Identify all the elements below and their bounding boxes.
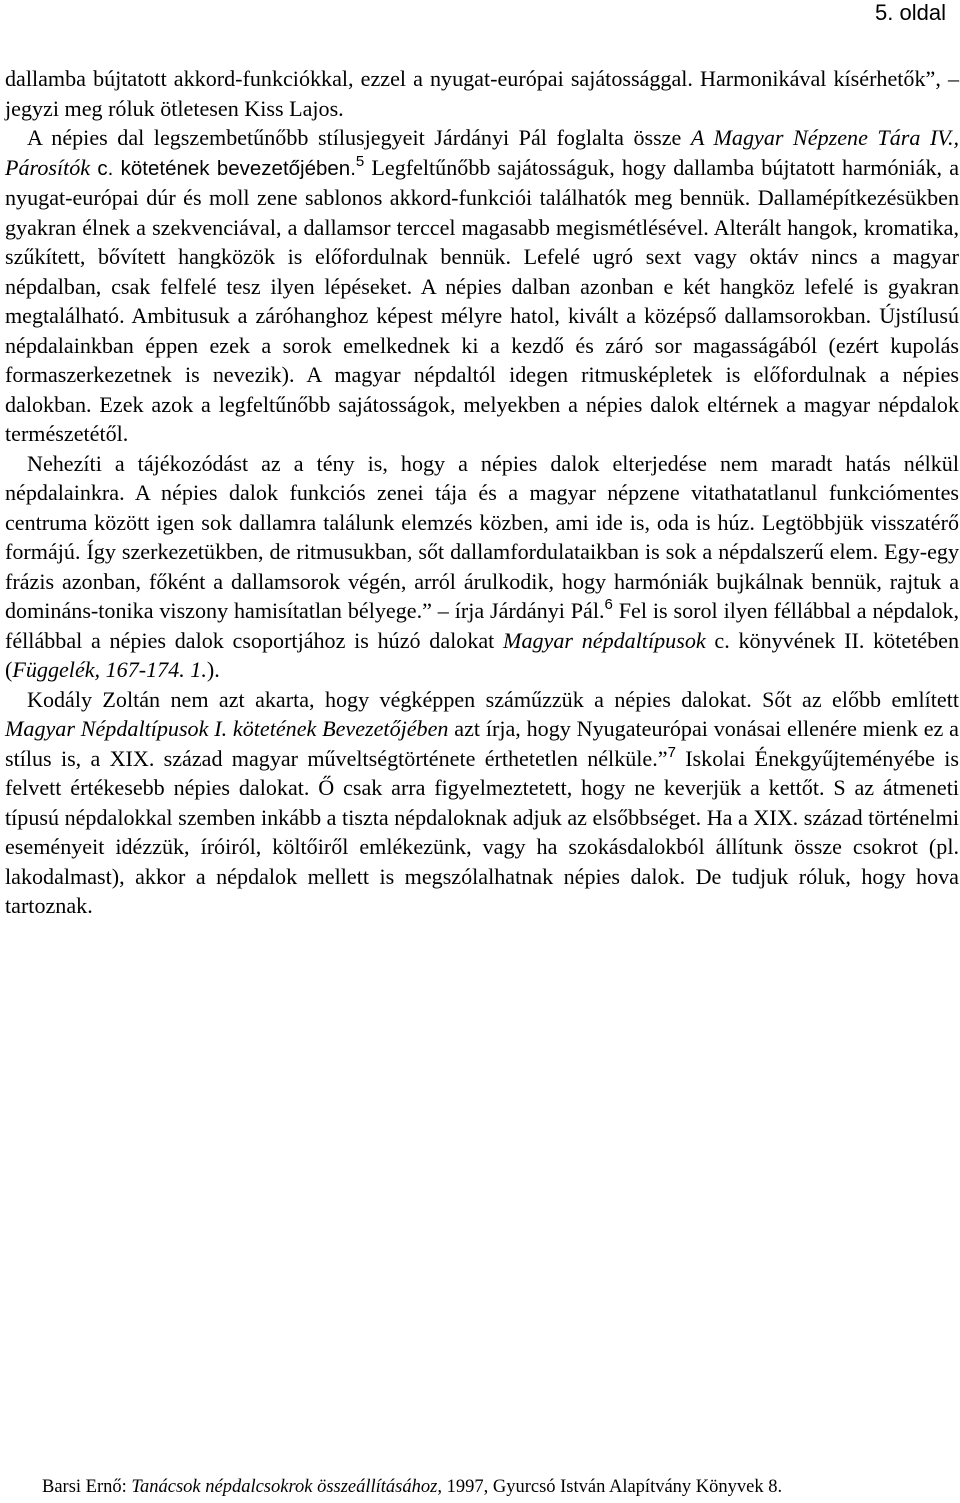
italic-title: Magyar népdaltípusok: [503, 627, 706, 653]
footnote-marker: 5: [355, 152, 365, 170]
italic-title: Magyar Népdaltípusok I. kötetének Bevezetőjében: [5, 716, 449, 741]
page-number-header: 5. oldal: [875, 0, 946, 25]
paragraph: [5, 685, 959, 921]
text-run: c. könyvének II. kötetében (: [5, 627, 959, 682]
footnote-marker: 6: [604, 596, 613, 613]
footer-citation: [42, 1476, 922, 1498]
text-run: azt írja, hogy Nyugateurópai vonásai ellenére mienk ez a stílus is, a XIX. század magyar műveltségtörténete érthetetlen nélküle.”: [5, 716, 959, 771]
text-run: c. kötetének bevezetőjében.: [90, 156, 356, 180]
text-run: Fel is sorol ilyen féllábbal a népdalok, féllábbal a népies dalok csoportjához is húzó dalokat: [5, 598, 959, 653]
text-run: Kodály Zoltán nem azt akarta, hogy végképpen száműzzük a népies dalokat. Sőt az előbb említett: [27, 686, 959, 712]
paragraph: [5, 123, 959, 449]
italic-title: A Magyar Népzene Tára IV., Párosítók: [5, 125, 959, 180]
italic-title: Függelék, 167-174. 1.: [12, 657, 207, 682]
paragraph: [5, 449, 959, 685]
text-run: ).: [206, 657, 220, 682]
document-body: [5, 64, 959, 921]
text-run: A népies dal legszembetűnőbb stílusjegyeit Járdányi Pál foglalta össze: [27, 125, 691, 150]
text-run: Iskolai Énekgyűjteményébe is felvett értékesebb népies dalokat. Ő csak arra figyelmeztetett, hogy ne keverjük a kettőt. S az átmeneti típusú népdalokkal szemben inkább a tiszta népdaloknak adjuk az elsőbbséget. Ha a XIX. század történelmi eseményeit idézzük, íróiról, költőiről emlékezünk, vagy ha szokásdalokból állítunk össze csokrot (pl. lakodalmast), akkor a népdalok mellett is megszólalhatnak népies dalok. De tudjuk róluk, hogy hova tartoznak.: [5, 745, 959, 918]
footer-publication-info: 1997, Gyurcsó István Alapítvány Könyvek 8.: [441, 1477, 783, 1497]
footer-author: Barsi Ernő:: [42, 1477, 132, 1497]
text-run: Legfeltűnőbb sajátosságuk, hogy dallamba bújtatott harmóniák, a nyugat-európai dúr és moll zene sablonos akkord-funkciói találhatók meg bennük. Dallamépítkezésükben gyakran élnek a szekvenciával, a dallamsor terccel magasabb megismétlésével. Alterált hangok, kromatika, szűkített, bővített hangközök is előfordulnak bennük. Lefelé ugró sext vagy oktáv nincs a magyar népdalban, csak felfelé tesz ilyen lépéseket. A népies dalban azonban e két hangköz lefelé is gyakran megtalálható. Ambitusuk a záróhanghoz képest mélyre hatol, kivált a középső dallamsorokban. Újstílusú népdalainkban éppen ezek a sorok emelkednek ki a kezdő és záró sor magasságából (ezért kupolás formaszerkezetnek is nevezik). A magyar népdaltól idegen ritmusképletek is előfordulnak a népies dalokban. Ezek azok a legfeltűnőbb sajátosságok, melyekben a népies dalok eltérnek a magyar népdalok természetétől.: [5, 154, 959, 446]
paragraph: [5, 64, 959, 123]
text-run: Nehezíti a tájékozódást az a tény is, hogy a népies dalok elterjedése nem maradt hatás nélkül népdalainkra. A népies dalok funkciós zenei tája és a magyar népzene vitathatatlanul funkciómentes centruma között igen sok dallamra találunk elemzés közben, ami ide is, oda is húz. Legtöbbjük visszatérő formájú. Így szerkezetükben, de ritmusukban, sőt dallamfordulataikban is sok a népdalszerű elem. Egy-egy frázis azonban, főként a dallamsorok végén, arról árulkodik, hogy harmóniák bujkálnak bennük, rajtuk a domináns-tonika viszony hamisítatlan bélyege.” – írja Járdányi Pál.: [5, 450, 959, 623]
footnote-marker: 7: [667, 743, 676, 761]
footer-book-title: Tanácsok népdalcsokrok összeállításához,: [131, 1477, 442, 1497]
text-run: dallamba bújtatott akkord-funkciókkal, ezzel a nyugat-európai sajátossággal. Harmonikával kísérhetők”, – jegyzi meg róluk ötletesen Kiss Lajos.: [5, 66, 959, 121]
